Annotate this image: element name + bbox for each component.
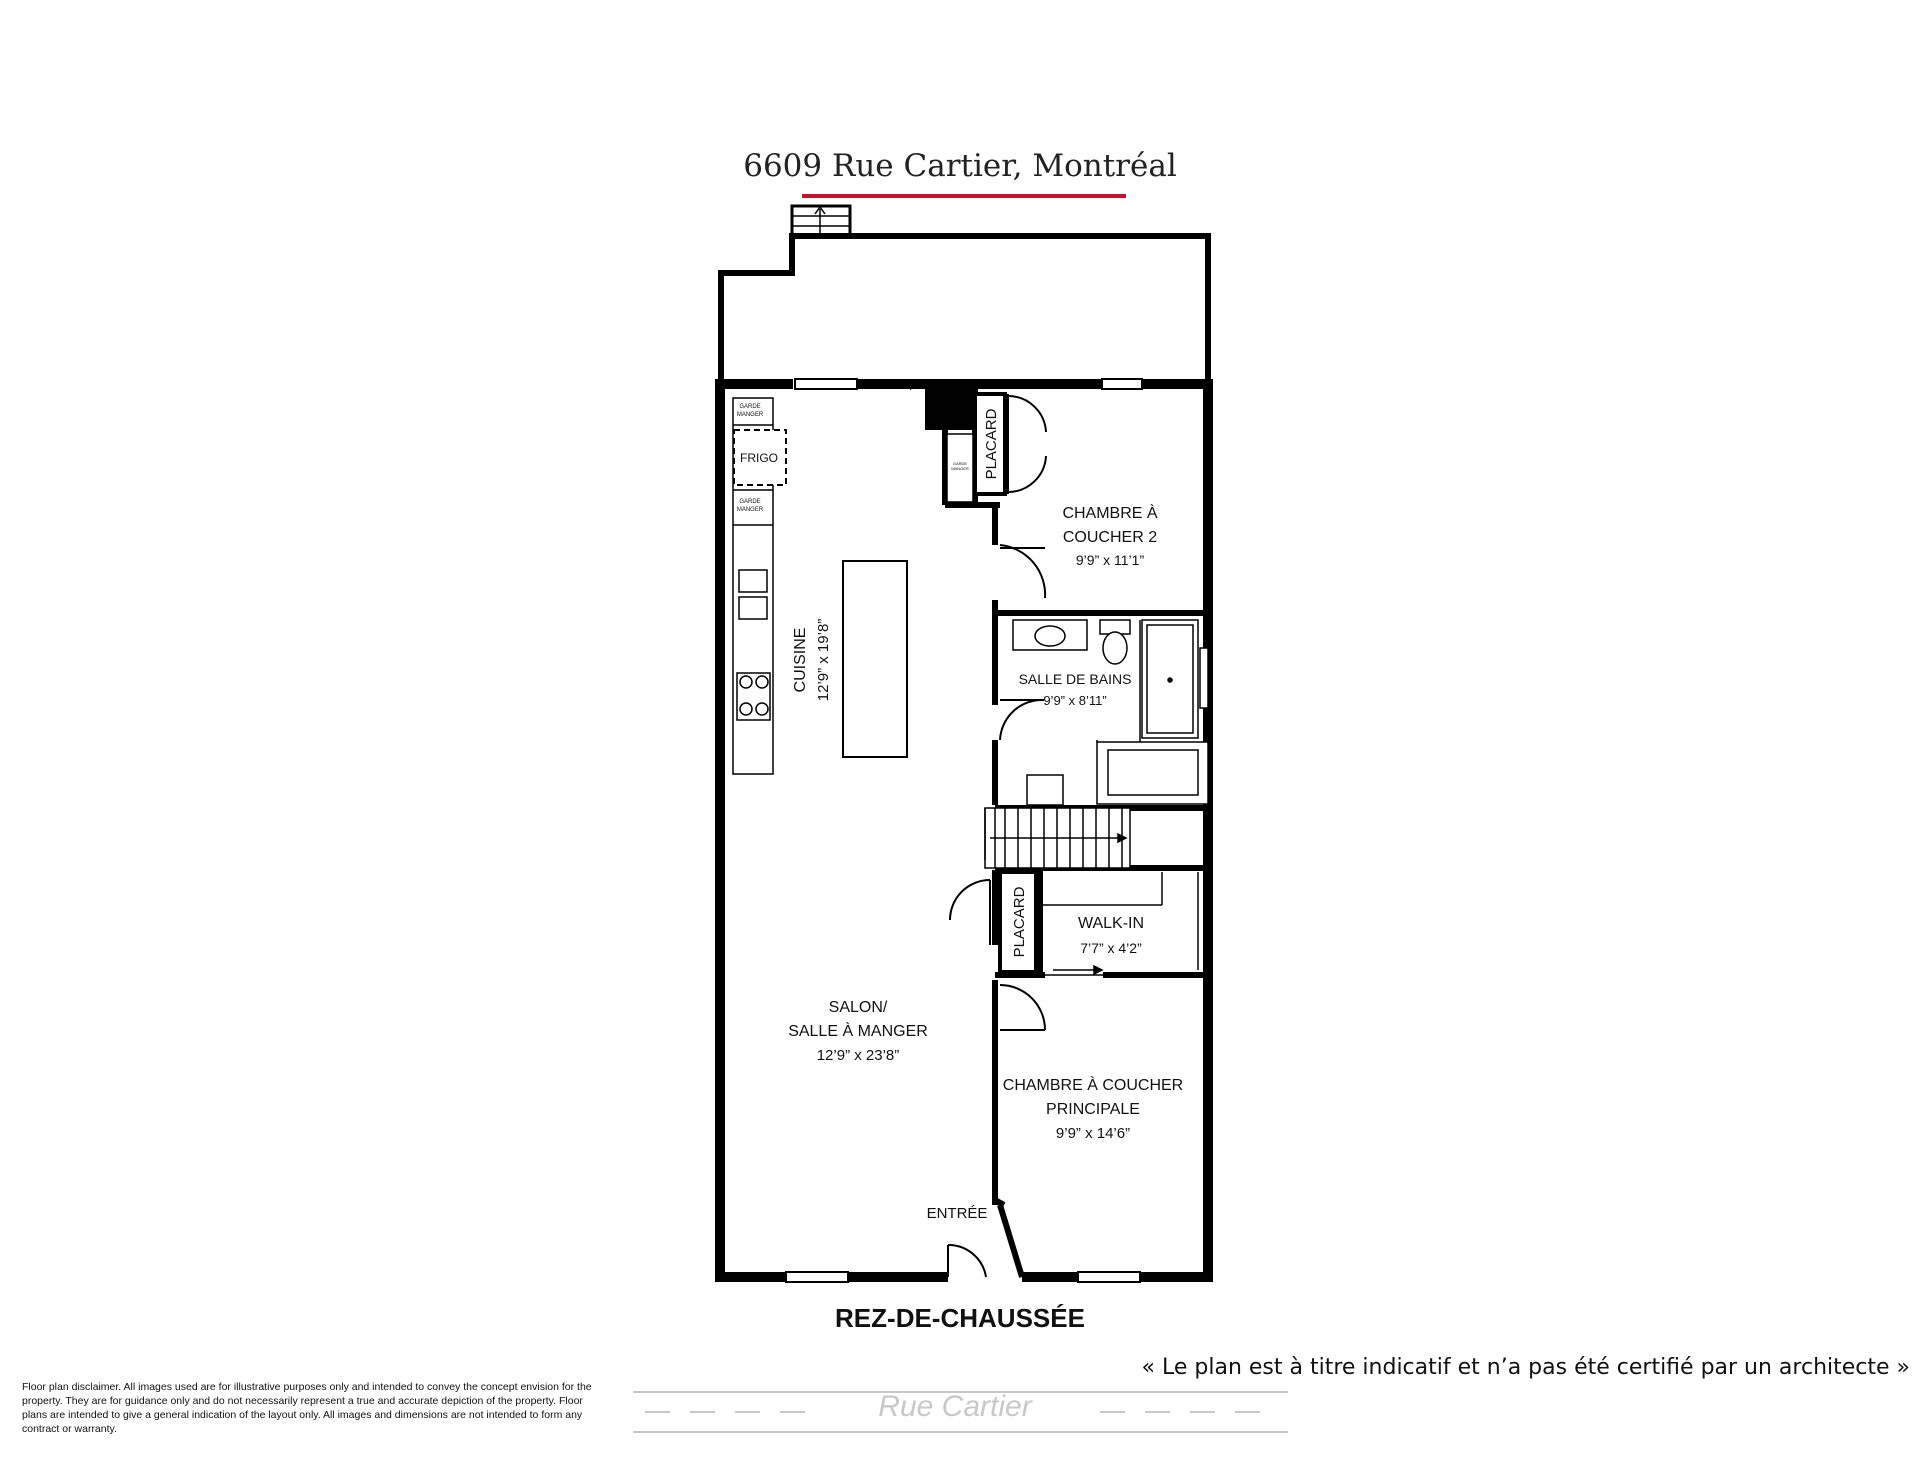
floor-plan-disclaimer: Floor plan disclaimer. All images used are for illustrative purposes only and intended to convey the concept envision for the property. They are for guidance only and do not necessarily represent a true and accurate depiction of the property. Floor plans are intended to give a general indication of the layout only. All images and dimensions are not intended to form any contract or warranty. xyxy=(22,1381,592,1435)
walkin-name: WALK-IN xyxy=(1077,915,1145,932)
garde-manger-2-line2: MANGER xyxy=(736,507,764,513)
salon-size: 12’9” x 23’8” xyxy=(816,1047,900,1064)
entry-door xyxy=(948,1245,986,1277)
page-title: 6609 Rue Cartier, Montréal xyxy=(743,148,1177,184)
placard-label-2: PLACARD xyxy=(1011,886,1028,958)
terrace-wall-left xyxy=(721,236,850,380)
street-label: Rue Cartier xyxy=(878,1390,1032,1423)
cuisine-name: CUISINE xyxy=(792,627,809,693)
bathroom-fixtures xyxy=(1013,620,1208,805)
principale-name-1: CHAMBRE À COUCHER xyxy=(1002,1077,1184,1094)
principale-name-2: PRINCIPALE xyxy=(1046,1101,1140,1118)
salon-name-2: SALLE À MANGER xyxy=(788,1023,928,1040)
principale-size: 9’9” x 14’6” xyxy=(1055,1125,1131,1142)
kitchen-island xyxy=(843,561,907,757)
garde-manger-2-line1: GARDE xyxy=(739,499,761,505)
salon-name-1: SALON/ xyxy=(828,999,888,1016)
architect-note: « Le plan est à titre indicatif et n’a pas été certifié par un architecte » xyxy=(1141,1355,1910,1380)
floor-level-label: REZ-DE-CHAUSSÉE xyxy=(835,1303,1085,1333)
walkin-size: 7’7” x 4’2” xyxy=(1080,940,1142,956)
chambre2-name-2: COUCHER 2 xyxy=(1062,529,1158,546)
sdb-size: 9’9” x 8’11” xyxy=(1043,693,1107,708)
garde-manger-1-line1: GARDE xyxy=(739,404,761,410)
terrace-wall-right xyxy=(850,236,1208,380)
garde-manger-3-line2: MANGER xyxy=(951,466,969,471)
rear-stairs xyxy=(792,206,850,236)
sdb-name: SALLE DE BAINS xyxy=(1018,671,1132,687)
garde-manger-1-line2: MANGER xyxy=(736,412,764,418)
chambre2-size: 9’9” x 11’1” xyxy=(1075,552,1145,568)
cuisine-size: 12’9” x 19’8” xyxy=(815,618,832,702)
rear-window-bedroom xyxy=(1102,379,1142,389)
front-window-right xyxy=(1078,1272,1140,1282)
garde-manger-3-line1: GARDE xyxy=(952,461,968,466)
frigo-label: FRIGO xyxy=(740,451,778,465)
interior-staircase xyxy=(985,808,1130,868)
front-window-left xyxy=(786,1272,848,1282)
chambre2-name-1: CHAMBRE À xyxy=(1062,505,1158,522)
entree-label: ENTRÉE xyxy=(926,1205,988,1222)
placard-label-1: PLACARD xyxy=(983,408,1000,480)
